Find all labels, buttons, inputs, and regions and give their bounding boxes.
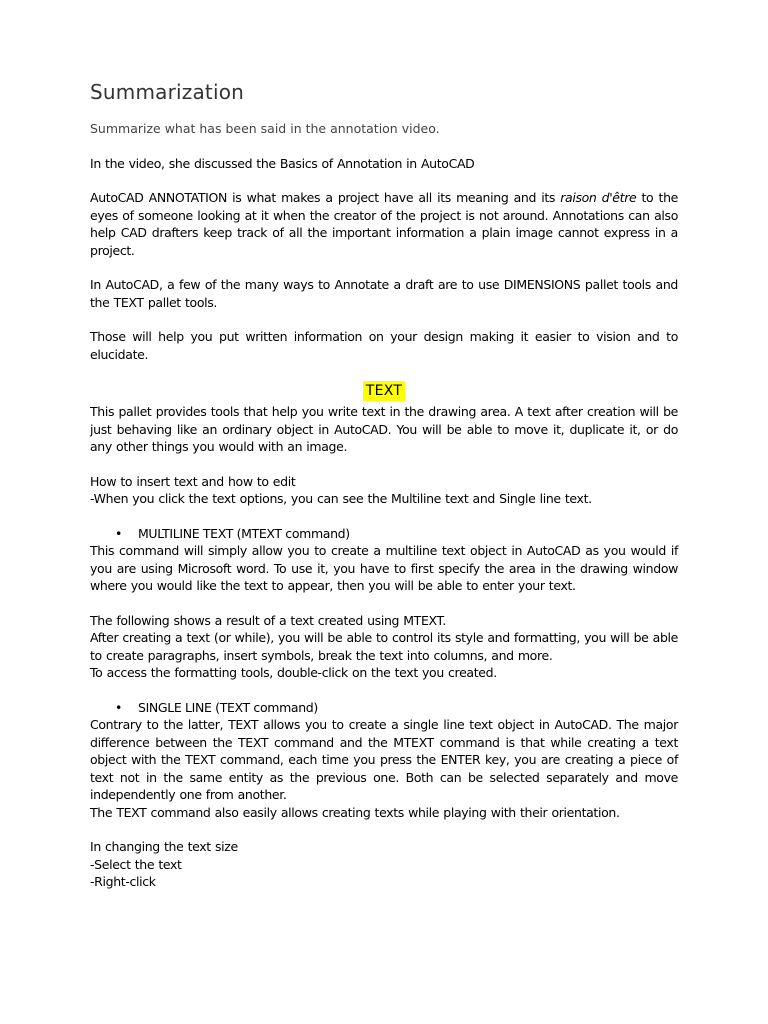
changing-size-paragraph [90, 838, 678, 891]
annotation-text-start: AutoCAD ANNOTATION is what makes a project have all its meaning and its [90, 190, 561, 205]
bullet-single-line [90, 699, 678, 717]
page-title: Summarization [90, 80, 245, 104]
annotation-paragraph [90, 189, 678, 259]
bullet-marker: • [115, 699, 123, 715]
bullet-marker: • [115, 525, 123, 541]
section-heading-text: TEXT [363, 381, 406, 401]
annotation-italic-phrase: raison d'être [560, 190, 637, 205]
bullet-label: MULTILINE TEXT (MTEXT command) [138, 525, 350, 541]
bullet-multiline-text [90, 525, 678, 543]
following-line-3: To access the formatting tools, double-click on the text you created. [90, 665, 497, 680]
single-line-text-1: Contrary to the latter, TEXT allows you to create a single line text object in AutoCAD. The major difference between the TEXT command and the MTEXT command is that while creating a text object with the TEXT command, each time you press the ENTER key, you are creating a piece of text not in the same entity as the previous one. Both can be selected separately and move independently one from another. [90, 717, 678, 802]
how-insert-line: How to insert text and how to edit [90, 473, 296, 489]
intro-paragraph: In the video, she discussed the Basics of Annotation in AutoCAD [90, 155, 475, 171]
following-paragraph [90, 612, 678, 682]
following-line-2: After creating a text (or while), you will be able to control its style and formatting, you will be able to create paragraphs, insert symbols, break the text into columns, and more. [90, 630, 678, 663]
annotation-text-end: to the eyes of someone looking at it when the creator of the project is not around. Annotations can also help CAD drafters keep track of all the important information a plain image cannot express in a project. [90, 190, 678, 258]
ways-paragraph: In AutoCAD, a few of the many ways to Annotate a draft are to use DIMENSIONS pallet tools and the TEXT pallet tools. [90, 277, 678, 310]
changing-size-line-3: -Right-click [90, 874, 156, 889]
how-insert-paragraph [90, 473, 678, 508]
pallet-paragraph: This pallet provides tools that help you write text in the drawing area. A text after creation will be just behaving like an ordinary object in AutoCAD. You will be able to move it, duplicate it, or do any other things you would with an image. [90, 404, 678, 454]
assignment-prompt: Summarize what has been said in the annotation video. [90, 121, 440, 136]
multiline-paragraph: This command will simply allow you to create a multiline text object in AutoCAD as you would if you are using Microsoft word. To use it, you have to first specify the area in the drawing window where you would like the text to appear, then you will be able to enter your text. [90, 543, 678, 593]
help-paragraph: Those will help you put written information on your design making it easier to vision and to elucidate. [90, 329, 678, 362]
bullet-label: SINGLE LINE (TEXT command) [138, 699, 318, 715]
document-page [90, 78, 678, 891]
changing-size-line-2: -Select the text [90, 856, 182, 872]
section-heading-row [90, 380, 678, 402]
changing-size-line-1: In changing the text size [90, 839, 238, 854]
text-options-line: -When you click the text options, you can see the Multiline text and Single line text. [90, 491, 592, 506]
single-line-paragraph [90, 716, 678, 821]
following-line-1: The following shows a result of a text created using MTEXT. [90, 612, 446, 628]
single-line-text-2: The TEXT command also easily allows creating texts while playing with their orientation. [90, 804, 620, 820]
